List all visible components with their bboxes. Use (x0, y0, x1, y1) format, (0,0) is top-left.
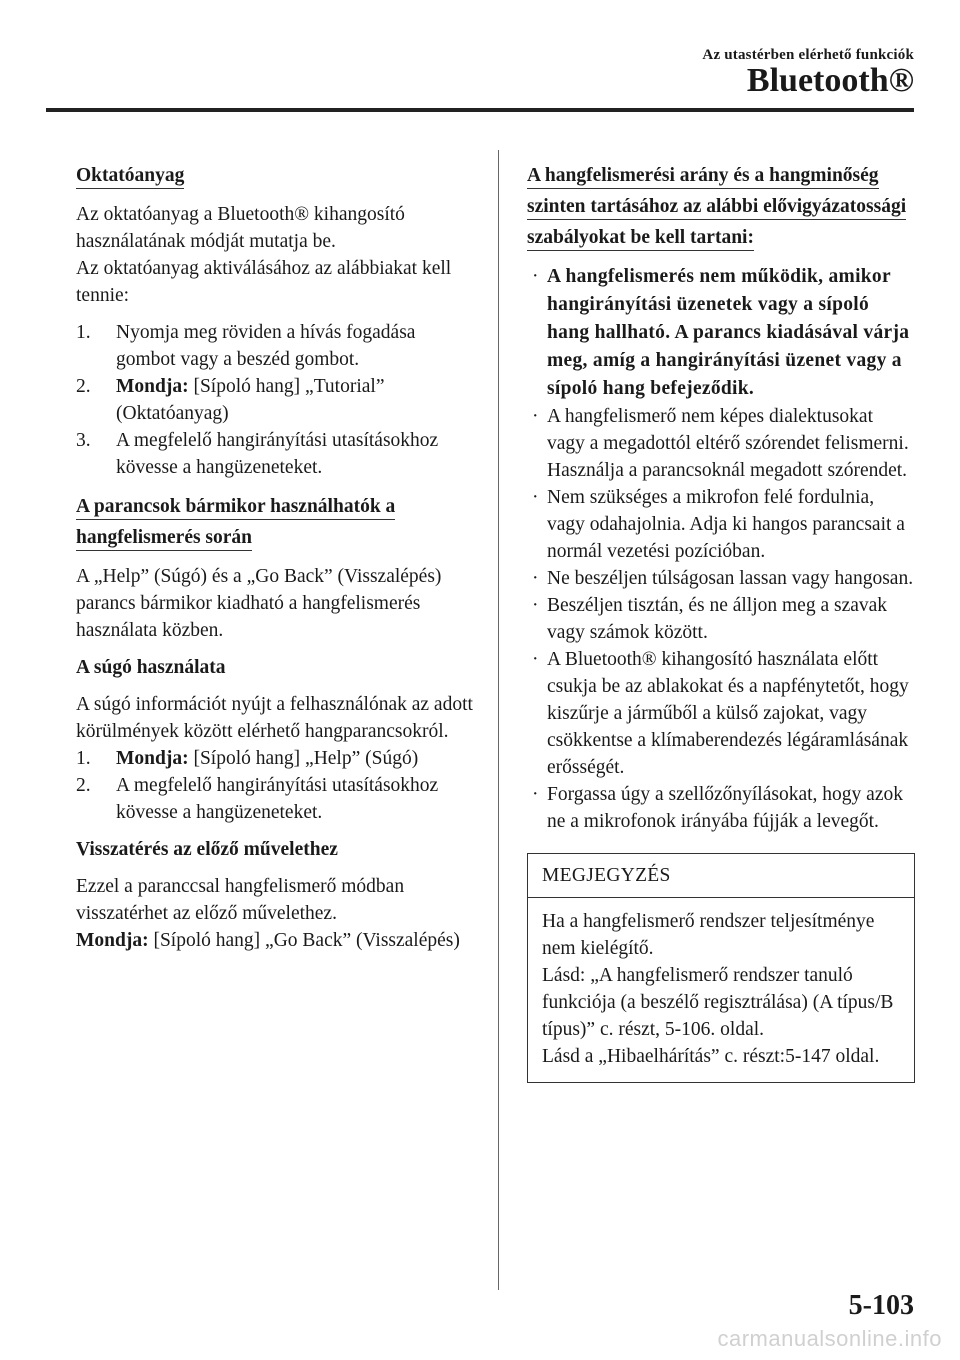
section-heading-help: A súgó használata (76, 657, 226, 678)
note-line: Lásd a „Hibaelhárítás” c. részt:5-147 oldal. (542, 1046, 880, 1067)
list-item (527, 646, 915, 781)
step-item (76, 745, 474, 772)
note-line: Lásd: „A hangfelismerő rendszer tanuló funkciója (a beszélő regisztrálása) (A típus/B típus)” c. részt, 5-106. oldal. (542, 965, 894, 1040)
bullet-symbol: · (532, 784, 539, 805)
section-heading-tutorial: Oktatóanyag (76, 165, 184, 189)
list-item (527, 781, 915, 835)
list-item-text: A Bluetooth® kihangosító használata előtt csukja be az ablakokat és a napfénytetőt, hogy kiszűrje a járműből a külső zajokat, vagy csökkentse a klímaberendezés légáramlásának erősségét. (547, 649, 909, 778)
bullet-symbol: · (532, 487, 539, 508)
paragraph: Az oktatóanyag aktiválásához az alábbiakat kell tennie: (76, 258, 452, 306)
paragraph: Ezzel a paranccsal hangfelismerő módban visszatérhet az előző művelethez. (76, 876, 405, 924)
watermark: carmanualsonline.info (717, 1326, 942, 1351)
list-item-text: Nem szükséges a mikrofon felé fordulnia, vagy odahajolnia. Adja ki hangos parancsait a normál vezetési pozícióban. (547, 487, 905, 562)
step-number: 1. (76, 748, 91, 769)
step-number: 2. (76, 775, 91, 796)
bullet-symbol: · (532, 266, 539, 287)
list-item-text: Forgassa úgy a szellőzőnyílásokat, hogy azok ne a mikrofonok irányába fújják a levegőt. (547, 784, 903, 832)
page-number: 5-103 (848, 1290, 914, 1321)
list-item-text: Ne beszéljen túlságosan lassan vagy hangosan. (547, 568, 914, 589)
list-item (527, 403, 915, 484)
step-text: Nyomja meg röviden a hívás fogadása gombot vagy a beszéd gombot. (116, 322, 416, 370)
bullet-symbol: · (532, 568, 539, 589)
paragraph: A súgó információt nyújt a felhasználónak az adott körülmények között elérhető hangparancsokról. (76, 694, 473, 742)
list-item (527, 263, 915, 403)
section-heading-go-back: Visszatérés az előző művelethez (76, 839, 338, 860)
note-box (527, 853, 915, 1083)
bullet-symbol: · (532, 406, 539, 427)
list-item (527, 565, 915, 592)
list-item-text: A hangfelismerés nem működik, amikor hangirányítási üzenetek vagy a sípoló hang hallható. A parancs kiadásával várja meg, amíg a hangirányítási üzenet vagy a sípoló hang befejeződik. (547, 266, 910, 399)
note-title: MEGJEGYZÉS (528, 854, 914, 898)
paragraph-text: [Sípoló hang] „Go Back” (Visszalépés) (148, 930, 460, 951)
keyword: Mondja: (76, 930, 149, 951)
step-item (76, 319, 474, 373)
list-item-text: A hangfelismerő nem képes dialektusokat vagy a megadottól eltérő szórendet felismerni. Használja a parancsoknál megadott szórendet. (547, 406, 909, 481)
help-steps (76, 745, 474, 826)
step-text: A megfelelő hangirányítási utasításokhoz kövesse a hangüzeneteket. (116, 430, 439, 478)
step-item (76, 373, 474, 427)
header-rule (46, 108, 914, 112)
step-text: [Sípoló hang] „Help” (Súgó) (188, 748, 419, 769)
bullet-symbol: · (532, 649, 539, 670)
note-line: Ha a hangfelismerő rendszer teljesítménye nem kielégítő. (542, 911, 875, 959)
note-body (528, 898, 914, 1082)
step-keyword: Mondja: (116, 376, 189, 397)
right-column (527, 160, 915, 1083)
step-keyword: Mondja: (116, 748, 189, 769)
bullet-symbol: · (532, 595, 539, 616)
column-divider (498, 150, 499, 1290)
left-column (76, 160, 474, 954)
paragraph: A „Help” (Súgó) és a „Go Back” (Visszalépés) parancs bármikor kiadható a hangfelismerés használata közben. (76, 566, 442, 641)
section-heading-commands: A parancsok bármikor használhatók a hangfelismerés során (76, 496, 395, 551)
paragraph (76, 927, 474, 954)
list-item-text: Beszéljen tisztán, és ne álljon meg a szavak vagy számok között. (547, 595, 888, 643)
step-text: A megfelelő hangirányítási utasításokhoz kövesse a hangüzeneteket. (116, 775, 439, 823)
step-number: 2. (76, 376, 91, 397)
list-item (527, 484, 915, 565)
step-item (76, 772, 474, 826)
step-text: [Sípoló hang] „Tutorial” (Oktatóanyag) (116, 376, 385, 424)
precaution-list (527, 263, 915, 835)
section-heading-precautions: A hangfelismerési arány és a hangminőség szinten tartásához az alábbi elővigyázatossági szabályokat be kell tartani: (527, 165, 906, 251)
step-number: 1. (76, 322, 91, 343)
tutorial-steps (76, 319, 474, 481)
list-item (527, 592, 915, 646)
page-title: Bluetooth® (746, 62, 914, 99)
paragraph: Az oktatóanyag a Bluetooth® kihangosító használatának módját mutatja be. (76, 204, 405, 252)
step-number: 3. (76, 430, 91, 451)
chapter-label: Az utastérben elérhető funkciók (702, 47, 914, 63)
step-item (76, 427, 474, 481)
